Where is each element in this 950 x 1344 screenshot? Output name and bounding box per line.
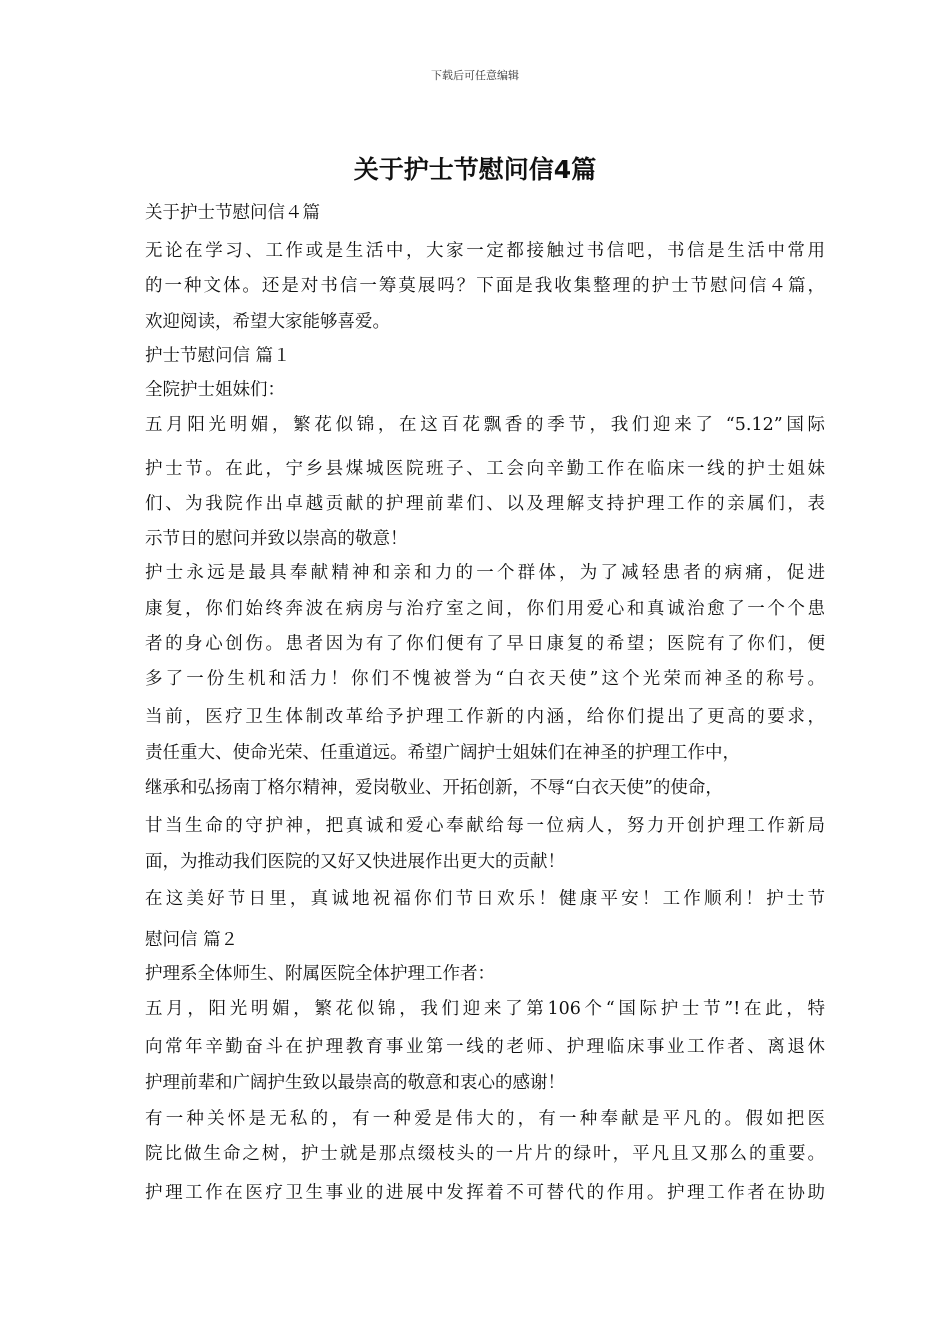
body-line: 在这美好节日里，真诚地祝福你们节日欢乐！健康平安！工作顺利！护士节 — [145, 889, 825, 909]
body-line: 全院护士姐妹们： — [145, 380, 285, 400]
body-line: 甘当生命的守护神，把真诚和爱心奉献给每一位病人，努力开创护理工作新局 — [145, 816, 825, 836]
body-line: 康复，你们始终奔波在病房与治疗室之间，你们用爱心和真诚治愈了一个个患 — [145, 599, 825, 619]
body-line: 护士永远是最具奉献精神和亲和力的一个群体，为了减轻患者的病痛，促进 — [145, 563, 825, 583]
document-title: 关于护士节慰问信4篇 — [353, 155, 597, 184]
body-line: 继承和弘扬南丁格尔精神，爱岗敬业、开拓创新，不辱“白衣天使”的使命， — [145, 778, 723, 798]
body-line: 们、为我院作出卓越贡献的护理前辈们、以及理解支持护理工作的亲属们，表 — [145, 494, 825, 514]
body-line: 当前，医疗卫生体制改革给予护理工作新的内涵，给你们提出了更高的要求， — [145, 707, 825, 727]
body-line: 五月阳光明媚，繁花似锦，在这百花飘香的季节，我们迎来了 “5.12”国际 — [145, 415, 825, 435]
body-line: 多了一份生机和活力！你们不愧被誉为“白衣天使”这个光荣而神圣的称号。 — [145, 669, 825, 689]
body-line: 护士节。在此，宁乡县煤城医院班子、工会向辛勤工作在临床一线的护士姐妹 — [145, 459, 825, 479]
body-line: 示节日的慰问并致以崇高的敬意！ — [145, 529, 408, 549]
body-line: 者的身心创伤。患者因为有了你们便有了早日康复的希望；医院有了你们，便 — [145, 634, 825, 654]
body-line: 五月，阳光明媚，繁花似锦，我们迎来了第106个“国际护士节”!在此，特 — [145, 999, 825, 1019]
body-line: 责任重大、使命光荣、任重道远。希望广阔护士姐妹们在神圣的护理工作中， — [145, 743, 740, 763]
body-line: 关于护士节慰问信４篇 — [145, 203, 320, 223]
body-line: 护理工作在医疗卫生事业的进展中发挥着不可替代的作用。护理工作者在协助 — [145, 1183, 825, 1203]
body-line: 护理系全体师生、附属医院全体护理工作者： — [145, 964, 495, 984]
body-line: 护理前辈和广阔护生致以最崇高的敬意和衷心的感谢！ — [145, 1073, 565, 1093]
body-line: 院比做生命之树，护士就是那点缀枝头的一片片的绿叶，平凡且又那么的重要。 — [145, 1144, 825, 1164]
body-line: 有一种关怀是无私的，有一种爱是伟大的，有一种奉献是平凡的。假如把医 — [145, 1109, 825, 1129]
body-line: 慰问信 篇２ — [145, 930, 239, 950]
body-line: 护士节慰问信 篇１ — [145, 346, 291, 366]
body-line: 无论在学习、工作或是生活中，大家一定都接触过书信吧，书信是生活中常用 — [145, 241, 825, 261]
body-line: 欢迎阅读，希望大家能够喜爱。 — [145, 312, 390, 332]
body-line: 的一种文体。还是对书信一筹莫展吗？下面是我收集整理的护士节慰问信４篇， — [145, 276, 825, 296]
page-header-note: 下载后可任意编辑 — [431, 69, 519, 82]
body-line: 向常年辛勤奋斗在护理教育事业第一线的老师、护理临床事业工作者、离退休 — [145, 1037, 825, 1057]
body-line: 面，为推动我们医院的又好又快进展作出更大的贡献！ — [145, 852, 565, 872]
